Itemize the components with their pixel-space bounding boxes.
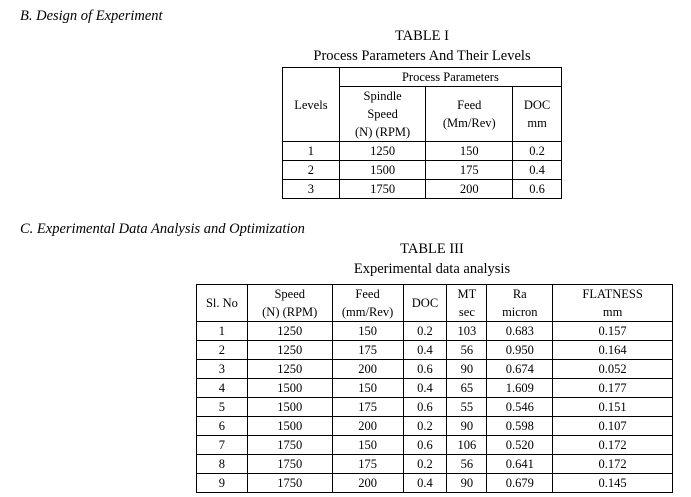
table-cell: 0.2	[403, 417, 447, 436]
table-cell: 0.546	[487, 398, 553, 417]
table-cell: 1500	[247, 379, 332, 398]
table-cell: 0.6	[403, 360, 447, 379]
table-cell: 3	[197, 360, 248, 379]
table-cell: 150	[426, 142, 513, 161]
table-cell: 0.641	[487, 455, 553, 474]
table-cell: 0.4	[513, 161, 562, 180]
feed-header-line1: Feed	[457, 98, 482, 112]
table-cell: 150	[332, 322, 403, 341]
levels-header: Levels	[283, 68, 340, 142]
doc-header-line1: DOC	[523, 98, 551, 112]
doc-header-t3: DOC	[403, 285, 447, 322]
section-b-heading: B. Design of Experiment	[20, 8, 163, 24]
table-cell: 9	[197, 474, 248, 493]
table-cell: 0.950	[487, 341, 553, 360]
table3-label: TABLE III	[400, 241, 464, 257]
ra-header-line1: Ra	[512, 287, 527, 301]
table-cell: 1250	[339, 142, 426, 161]
table-cell: 4	[197, 379, 248, 398]
table-cell: 56	[447, 455, 487, 474]
table-row	[197, 341, 673, 360]
feed-header-line2: (Mm/Rev)	[442, 116, 496, 130]
speed-header-line1: Speed	[274, 287, 306, 301]
table-cell: 0.6	[513, 180, 562, 199]
table-cell: 1250	[247, 360, 332, 379]
table-cell: 2	[197, 341, 248, 360]
table1-label: TABLE I	[394, 28, 449, 44]
process-parameters-header: Process Parameters	[339, 68, 561, 87]
flatness-header-line2: mm	[602, 305, 623, 319]
table-row	[197, 379, 673, 398]
table-cell: 1750	[339, 180, 426, 199]
table-cell: 90	[447, 360, 487, 379]
table-cell: 90	[447, 474, 487, 493]
table-row	[197, 474, 673, 493]
table-cell: 175	[426, 161, 513, 180]
doc-header	[513, 87, 562, 142]
table-cell: 175	[332, 398, 403, 417]
table-cell: 1250	[247, 322, 332, 341]
table-cell: 0.172	[553, 436, 673, 455]
table-cell: 0.4	[403, 379, 447, 398]
ra-header-line2: micron	[502, 305, 538, 319]
table-cell: 8	[197, 455, 248, 474]
table-cell: 1500	[247, 398, 332, 417]
table-cell: 3	[283, 180, 340, 199]
table-cell: 1750	[247, 474, 332, 493]
table-cell: 0.145	[553, 474, 673, 493]
table-cell: 0.157	[553, 322, 673, 341]
table-cell: 90	[447, 417, 487, 436]
slno-header: Sl. No	[197, 285, 248, 322]
feed-header-t3-line2: (mm/Rev)	[341, 305, 394, 319]
table-cell: 0.2	[513, 142, 562, 161]
table-cell: 2	[283, 161, 340, 180]
table-cell: 0.598	[487, 417, 553, 436]
doc-header-line2: mm	[527, 116, 547, 130]
table-cell: 0.679	[487, 474, 553, 493]
table-row	[283, 180, 562, 199]
spindle-speed-header-line2: Speed	[367, 107, 398, 121]
table1-caption: Process Parameters And Their Levels	[313, 48, 531, 64]
speed-header-line2: (N) (RPM)	[262, 305, 318, 319]
table-row	[197, 398, 673, 417]
table-cell: 0.6	[403, 436, 447, 455]
process-parameters-table	[282, 67, 562, 199]
spindle-speed-header-line1: Spindle	[363, 89, 402, 103]
table-cell: 1750	[247, 436, 332, 455]
mt-header	[447, 285, 487, 322]
section-c-heading: C. Experimental Data Analysis and Optimization	[20, 221, 305, 237]
table-cell: 1500	[339, 161, 426, 180]
flatness-header-line1: FLATNESS	[582, 287, 643, 301]
table-cell: 0.2	[403, 455, 447, 474]
table-cell: 56	[447, 341, 487, 360]
table-row	[283, 161, 562, 180]
table-row	[283, 142, 562, 161]
feed-header-t3-line1: Feed	[355, 287, 380, 301]
table-cell: 0.4	[403, 474, 447, 493]
table-cell: 1750	[247, 455, 332, 474]
table-cell: 200	[332, 474, 403, 493]
speed-header	[247, 285, 332, 322]
table-cell: 0.6	[403, 398, 447, 417]
table-cell: 1.609	[487, 379, 553, 398]
ra-header	[487, 285, 553, 322]
spindle-speed-header	[339, 87, 426, 142]
table-cell: 175	[332, 341, 403, 360]
table-cell: 0.177	[553, 379, 673, 398]
mt-header-line2: sec	[458, 305, 475, 319]
table-row	[197, 455, 673, 474]
table-cell: 0.674	[487, 360, 553, 379]
table-cell: 55	[447, 398, 487, 417]
table-cell: 150	[332, 379, 403, 398]
table-cell: 106	[447, 436, 487, 455]
table-cell: 1250	[247, 341, 332, 360]
table-row	[197, 360, 673, 379]
table-cell: 65	[447, 379, 487, 398]
table-cell: 7	[197, 436, 248, 455]
table-cell: 150	[332, 436, 403, 455]
mt-header-line1: MT	[457, 287, 477, 301]
feed-header-t3	[332, 285, 403, 322]
table-cell: 0.520	[487, 436, 553, 455]
table-cell: 1	[197, 322, 248, 341]
table-cell: 1500	[247, 417, 332, 436]
table-cell: 0.164	[553, 341, 673, 360]
table-cell: 200	[332, 360, 403, 379]
table-cell: 0.172	[553, 455, 673, 474]
feed-header	[426, 87, 513, 142]
table-cell: 0.2	[403, 322, 447, 341]
table-row	[197, 322, 673, 341]
table-cell: 0.107	[553, 417, 673, 436]
flatness-header	[553, 285, 673, 322]
table-cell: 6	[197, 417, 248, 436]
table-cell: 0.683	[487, 322, 553, 341]
table-cell: 200	[426, 180, 513, 199]
table-cell: 200	[332, 417, 403, 436]
experimental-data-table	[196, 284, 673, 493]
table-row	[197, 436, 673, 455]
table-cell: 0.4	[403, 341, 447, 360]
table-cell: 175	[332, 455, 403, 474]
table-cell: 0.151	[553, 398, 673, 417]
table-row	[197, 417, 673, 436]
table-cell: 0.052	[553, 360, 673, 379]
table-cell: 1	[283, 142, 340, 161]
table3-caption: Experimental data analysis	[353, 261, 511, 277]
table-cell: 103	[447, 322, 487, 341]
table-cell: 5	[197, 398, 248, 417]
spindle-speed-header-line3: (N) (RPM)	[355, 125, 411, 139]
